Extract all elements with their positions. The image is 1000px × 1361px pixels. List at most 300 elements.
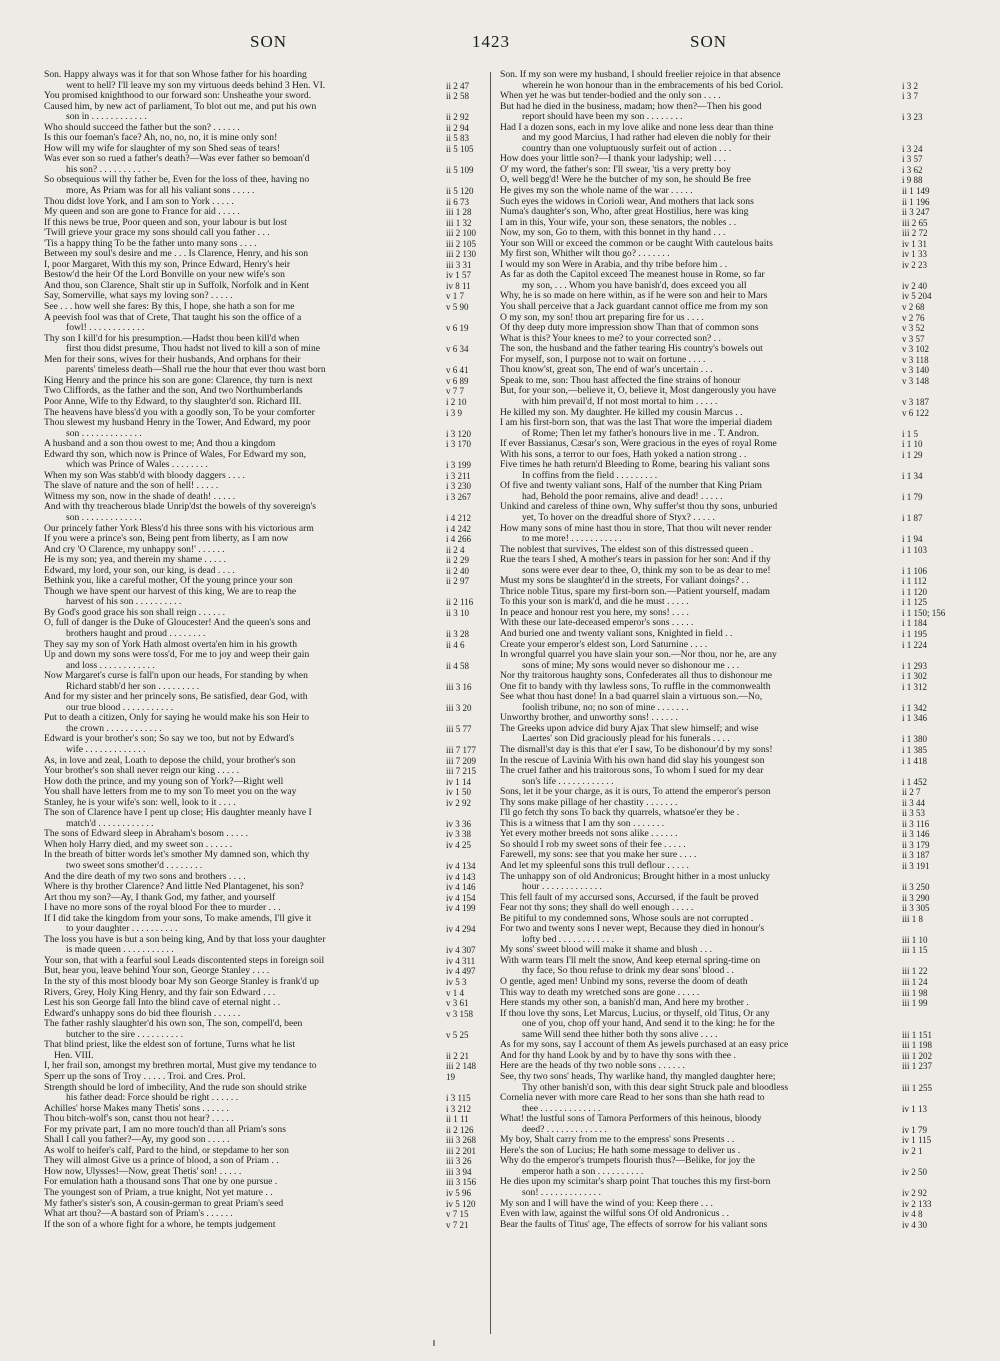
concordance-line xyxy=(500,218,952,229)
act-scene-line-reference xyxy=(899,502,952,513)
quotation-text: In wrongful quarrel you have slain your son.—Nor thou, nor he, are any xyxy=(500,650,777,661)
concordance-line xyxy=(44,439,496,450)
concordance-line xyxy=(44,1104,496,1115)
quotation-text: emperor hath a son . . . . . . . . . . xyxy=(522,1166,644,1177)
act-scene-line-reference: ii 3 28 xyxy=(446,628,470,639)
concordance-line xyxy=(44,239,496,250)
quotation-text: Bestow'd the heir Of the Lord Bonville on your new wife's son xyxy=(44,270,285,281)
concordance-line xyxy=(500,481,952,492)
quotation-text: his son? . . . . . . . . . . . xyxy=(66,164,150,175)
quotation-text: Put to death a citizen, Only for saying he would make his son Heir to xyxy=(44,713,310,724)
act-scene-line-reference: iv 1 50 xyxy=(446,787,472,798)
quotation-text: See . . . how well she fares: By this, I hope, she hath a son for me xyxy=(44,302,295,313)
quotation-text: O gentle, aged men! Unbind my sons, reverse the doom of death xyxy=(500,977,748,988)
quotation-text: I am in this, Your wife, your son, these senators, the nobles . . xyxy=(500,217,737,228)
concordance-line xyxy=(44,819,496,830)
quotation-text: Where is thy brother Clarence? And little Ned Plantagenet, his son? xyxy=(44,882,304,893)
quotation-text: Up and down my sons were toss'd, For me to joy and weep their gain xyxy=(44,650,310,661)
quotation-text: Thou slewest my husband Henry in the Tower, And Edward, my poor xyxy=(44,418,311,429)
quotation-text: of Rome; Then let my father's honours live in me . T. Andron. xyxy=(522,428,760,439)
header-left-word: SON xyxy=(250,32,288,51)
quotation-text: Sperr up the sons of Troy . . . . . Troi. and Cres. Prol. xyxy=(44,1071,246,1082)
act-scene-line-reference: ii 5 105 xyxy=(446,143,474,154)
quotation-text: Your son, that with a fearful soul Leads discontented steps in foreign soil xyxy=(44,955,325,966)
concordance-line xyxy=(500,397,952,408)
concordance-line xyxy=(500,239,952,250)
quotation-text: Now Margaret's curse is fall'n upon our heads, For standing by when xyxy=(44,671,308,682)
quotation-text: Of thy deep duty more impression show Than that of common sons xyxy=(500,323,759,334)
concordance-line xyxy=(500,70,952,81)
concordance-line xyxy=(500,988,952,999)
act-scene-line-reference: v 7 21 xyxy=(446,1219,469,1230)
quotation-text: For myself, son, I purpose not to wait on fortune . . . . xyxy=(500,354,706,365)
concordance-line xyxy=(44,460,496,471)
quotation-text: My son and I will have the wind of you: Keep there . . . xyxy=(500,1198,713,1209)
act-scene-line-reference: iii 2 201 xyxy=(446,1145,477,1156)
act-scene-line-reference: iii 1 99 xyxy=(902,998,928,1009)
act-scene-line-reference: i 4 242 xyxy=(446,523,472,534)
concordance-line xyxy=(500,734,952,745)
quotation-text: Speak to me, son: Thou hast affected the fine strains of honour xyxy=(500,375,741,386)
act-scene-line-reference xyxy=(443,692,496,703)
act-scene-line-reference: v 5 25 xyxy=(446,1029,469,1040)
quotation-text: Thou didst love York, and I am son to York . . . . . xyxy=(44,196,234,207)
act-scene-line-reference: iv 4 30 xyxy=(902,1219,928,1230)
quotation-text: son! . . . . . . . . . . . . . xyxy=(522,1187,601,1198)
quotation-text: Was ever son so rued a father's death?—Was ever father so bemoan'd xyxy=(44,154,310,165)
quotation-text: How many sons of mine hast thou in store, That thou wilt never render xyxy=(500,523,772,534)
quotation-text: How does your little son?—I thank your ladyship; well . . . xyxy=(500,154,726,165)
act-scene-line-reference: ii 3 146 xyxy=(902,829,930,840)
quotation-text: Edward thy son, which now is Prince of Wales, For Edward my son, xyxy=(44,449,307,460)
concordance-line xyxy=(500,587,952,598)
act-scene-line-reference: iii 2 130 xyxy=(446,249,477,260)
concordance-line xyxy=(44,840,496,851)
concordance-line xyxy=(44,882,496,893)
concordance-line xyxy=(44,154,496,165)
act-scene-line-reference xyxy=(899,692,952,703)
concordance-line xyxy=(44,1135,496,1146)
quotation-text: Witness my son, now in the shade of death! . . . . . xyxy=(44,491,236,502)
quotation-text: A peevish fool was that of Crete, That taught his son the office of a xyxy=(44,312,302,323)
act-scene-line-reference: ii 2 126 xyxy=(446,1124,474,1135)
act-scene-line-reference: i 1 312 xyxy=(902,681,928,692)
quotation-text: Achilles' horse Makes many Thetis' sons . . . . . . xyxy=(44,1103,229,1114)
concordance-line xyxy=(500,935,952,946)
concordance-line xyxy=(44,777,496,788)
act-scene-line-reference: i 1 150; 156 xyxy=(902,607,946,618)
quotation-text: country than one voluptuously surfeit out of action . . . xyxy=(522,143,732,154)
act-scene-line-reference: v 1 7 xyxy=(446,291,464,302)
quotation-text: Son. If my son were my husband, I should freelier rejoice in that absence xyxy=(500,70,781,80)
quotation-text: Though we have spent our harvest of this king, We are to reap the xyxy=(44,586,297,597)
concordance-line xyxy=(44,175,496,186)
concordance-line xyxy=(500,186,952,197)
quotation-text: Unworthy brother, and unworthy sons! . . . . . . xyxy=(500,713,678,724)
quotation-text: Strength should be lord of imbecility, And the rude son should strike xyxy=(44,1082,307,1093)
act-scene-line-reference: i 3 212 xyxy=(446,1103,472,1114)
act-scene-line-reference: iv 1 33 xyxy=(902,249,928,260)
quotation-text: You shall have letters from me to my son To meet you on the way xyxy=(44,787,297,798)
quotation-text: They say my son of York Hath almost overta'en him in his growth xyxy=(44,639,298,650)
quotation-text: And cry 'O Clarence, my unhappy son!' . . . . . . xyxy=(44,544,225,555)
concordance-line xyxy=(500,1156,952,1167)
quotation-text: Edward is your brother's son; So say we too, but not by Edward's xyxy=(44,734,294,745)
quotation-text: two sweet sons smother'd . . . . . . . . xyxy=(66,861,203,872)
act-scene-line-reference: i 1 125 xyxy=(902,597,928,608)
act-scene-line-reference: ii 2 7 xyxy=(902,787,921,798)
quotation-text: Rivers, Grey, Holy King Henry, and thy fair son Edward . . . xyxy=(44,987,276,998)
print-mark xyxy=(433,1340,435,1346)
concordance-line xyxy=(44,429,496,440)
act-scene-line-reference: ii 4 6 xyxy=(446,639,465,650)
act-scene-line-reference: v 3 187 xyxy=(902,396,929,407)
act-scene-line-reference: iv 2 23 xyxy=(902,259,928,270)
quotation-text: O' my word, the father's son: I'll swear, 'tis a very pretty boy xyxy=(500,164,731,175)
quotation-text: Men for their sons, wives for their husbands, And orphans for their xyxy=(44,354,301,365)
quotation-text: Why, he is so made on here within, as if he were son and heir to Mars xyxy=(500,291,768,302)
act-scene-line-reference: i 1 184 xyxy=(902,618,928,629)
quotation-text: Here stands my other son, a banish'd man, And here my brother . xyxy=(500,998,749,1009)
quotation-text: our true blood . . . . . . . . . . . xyxy=(66,702,174,713)
concordance-line xyxy=(44,91,496,102)
quotation-text: If the son of a whore fight for a whore, he tempts judgement xyxy=(44,1219,276,1230)
act-scene-line-reference: ii 3 290 xyxy=(902,892,930,903)
concordance-line xyxy=(500,291,952,302)
concordance-line xyxy=(44,123,496,134)
quotation-text: 'Twill grieve your grace my sons should call you father . . . xyxy=(44,228,270,239)
concordance-line xyxy=(44,344,496,355)
act-scene-line-reference: iii 1 32 xyxy=(446,217,472,228)
act-scene-line-reference: i 1 112 xyxy=(902,576,927,587)
concordance-line xyxy=(44,692,496,703)
quotation-text: The father rashly slaughter'd his own son, The son, compell'd, been xyxy=(44,1019,303,1030)
concordance-line xyxy=(500,81,952,92)
act-scene-line-reference: v 3 148 xyxy=(902,375,929,386)
act-scene-line-reference: i 1 103 xyxy=(902,544,928,555)
quotation-text: If ever Bassianus, Cæsar's son, Were gracious in the eyes of royal Rome xyxy=(500,439,777,450)
act-scene-line-reference: i 1 380 xyxy=(902,734,928,745)
act-scene-line-reference: iv 4 8 xyxy=(902,1209,923,1220)
concordance-line xyxy=(500,429,952,440)
concordance-line xyxy=(500,1146,952,1157)
concordance-line xyxy=(500,640,952,651)
concordance-line xyxy=(500,133,952,144)
act-scene-line-reference: iv 8 11 xyxy=(446,280,471,291)
quotation-text: Shall I call you father?—Ay, my good son . . . . . xyxy=(44,1135,230,1146)
quotation-text: The son of Clarence have I pent up close; His daughter meanly have I xyxy=(44,808,312,819)
quotation-text: Rue the tears I shed, A mother's tears in passion for her son: And if thy xyxy=(500,555,771,566)
act-scene-line-reference: iv 5 96 xyxy=(446,1187,472,1198)
act-scene-line-reference: i 3 9 xyxy=(446,407,463,418)
quotation-text: Bethink you, like a careful mother, Of the young prince your son xyxy=(44,576,293,587)
concordance-line xyxy=(44,872,496,883)
concordance-line xyxy=(500,502,952,513)
quotation-text: Lest his son George fall Into the blind cave of eternal night . . xyxy=(44,998,281,1009)
quotation-text: I, her frail son, amongst my brethren mortal, Must give my tendance to xyxy=(44,1061,317,1072)
quotation-text: So obsequious will thy father be, Even for the loss of thee, having no xyxy=(44,175,310,186)
quotation-text: This is a witness that I am thy son . . . . . . . xyxy=(500,818,665,829)
act-scene-line-reference xyxy=(443,70,496,81)
quotation-text: With warm tears I'll melt the snow, And keep eternal spring-time on xyxy=(500,955,761,966)
concordance-line xyxy=(500,998,952,1009)
quotation-text: O, well begg'd! Were he the butcher of my son, he should Be free xyxy=(500,175,751,186)
concordance-line xyxy=(500,439,952,450)
quotation-text: In peace and honour rest you here, my sons! . . . . xyxy=(500,607,689,618)
concordance-line xyxy=(44,1051,496,1062)
quotation-text: Yet every mother breeds not sons alike . . . . . . xyxy=(500,829,678,840)
concordance-line xyxy=(500,808,952,819)
quotation-text: Had I a dozen sons, each in my love alike and none less dear than thine xyxy=(500,122,774,133)
act-scene-line-reference: iv 2 1 xyxy=(902,1145,923,1156)
act-scene-line-reference: iii 3 16 xyxy=(446,681,472,692)
quotation-text: my son, . . . Whom you have banish'd, does exceed you all xyxy=(522,280,747,291)
act-scene-line-reference: v 3 57 xyxy=(902,333,925,344)
quotation-text: to your daughter . . . . . . . . . . xyxy=(66,924,178,935)
concordance-line xyxy=(44,618,496,629)
act-scene-line-reference: i 1 418 xyxy=(902,755,928,766)
act-scene-line-reference: ii 3 305 xyxy=(902,903,930,914)
concordance-line xyxy=(44,355,496,366)
act-scene-line-reference: v 3 158 xyxy=(446,1008,473,1019)
quotation-text: deed? . . . . . . . . . . . . . xyxy=(522,1124,607,1135)
quotation-text: My boy, Shalt carry from me to the empress' sons Presents . . xyxy=(500,1135,735,1146)
act-scene-line-reference: iii 1 237 xyxy=(902,1061,933,1072)
concordance-line xyxy=(500,798,952,809)
quotation-text: Thou bitch-wolf's son, canst thou not hear? . . . . . xyxy=(44,1114,234,1125)
act-scene-line-reference: ii 5 120 xyxy=(446,186,474,197)
concordance-line xyxy=(500,861,952,872)
quotation-text: The youngest son of Priam, a true knight, Not yet mature . . xyxy=(44,1187,273,1198)
quotation-text: When holy Harry died, and my sweet son . . . . . . xyxy=(44,839,233,850)
act-scene-line-reference: i 1 452 xyxy=(902,776,928,787)
quotation-text: As far as doth the Capitol exceed The meanest house in Rome, so far xyxy=(500,270,765,281)
act-scene-line-reference xyxy=(443,935,496,946)
quotation-text: With his sons, a terror to our foes, Hath yoked a nation strong . . xyxy=(500,449,747,460)
quotation-text: Here are the heads of thy two noble sons . . . . . . xyxy=(500,1061,685,1072)
quotation-text: Be pitiful to my condemned sons, Whose souls are not corrupted . xyxy=(500,913,754,924)
act-scene-line-reference: i 2 10 xyxy=(446,396,467,407)
act-scene-line-reference: iv 4 146 xyxy=(446,882,476,893)
act-scene-line-reference: v 1 4 xyxy=(446,987,464,998)
quotation-text: He is my son; yea, and therein my shame . . . . . xyxy=(44,555,226,566)
act-scene-line-reference: v 3 140 xyxy=(902,365,929,376)
header-right-word: SON xyxy=(690,32,728,51)
concordance-line xyxy=(44,650,496,661)
concordance-line xyxy=(44,102,496,113)
act-scene-line-reference: iii 1 198 xyxy=(902,1040,933,1051)
concordance-line xyxy=(500,555,952,566)
concordance-line xyxy=(44,893,496,904)
concordance-line xyxy=(44,302,496,313)
act-scene-line-reference: i 1 34 xyxy=(902,470,923,481)
quotation-text: Five times he hath return'd Bleeding to Rome, bearing his valiant sons xyxy=(500,460,770,471)
quotation-text: Thy other banish'd son, with this dear sight Struck pale and bloodless xyxy=(522,1082,789,1093)
act-scene-line-reference: ii 5 83 xyxy=(446,133,470,144)
quotation-text: How doth the prince, and my young son of York?—Right well xyxy=(44,776,284,787)
quotation-text: harvest of his son . . . . . . . . . . xyxy=(66,597,182,608)
concordance-line xyxy=(500,545,952,556)
act-scene-line-reference: iv 1 13 xyxy=(902,1103,928,1114)
concordance-line xyxy=(500,1220,952,1231)
quotation-text: Laertes' son Did graciously plead for his funerals . . . . xyxy=(522,734,730,745)
quotation-text: If thou love thy sons, Let Marcus, Lucius, or thyself, old Titus, Or any xyxy=(500,1008,770,1019)
act-scene-line-reference xyxy=(899,123,952,134)
act-scene-line-reference: iii 7 209 xyxy=(446,755,477,766)
act-scene-line-reference: iii 3 20 xyxy=(446,702,472,713)
act-scene-line-reference: ii 3 53 xyxy=(902,808,926,819)
quotation-text: Bear the faults of Titus' age, The effects of sorrow for his valiant sons xyxy=(500,1219,768,1230)
act-scene-line-reference: iv 2 133 xyxy=(902,1198,932,1209)
act-scene-line-reference: iv 4 143 xyxy=(446,871,476,882)
act-scene-line-reference: iii 1 24 xyxy=(902,977,928,988)
concordance-line xyxy=(500,154,952,165)
concordance-line xyxy=(44,935,496,946)
act-scene-line-reference xyxy=(443,450,496,461)
quotation-text: Two Cliffords, as the father and the son, And two Northumberlands xyxy=(44,386,303,397)
concordance-line xyxy=(500,787,952,798)
quotation-text: The son, the husband and the father tearing His country's bowels out xyxy=(500,344,763,355)
concordance-line xyxy=(500,281,952,292)
quotation-text: My sons' sweet blood will make it shame and blush . . . xyxy=(500,945,712,956)
concordance-line xyxy=(44,281,496,292)
concordance-line xyxy=(500,1009,952,1020)
quotation-text: In the rescue of Lavinia With his own hand did slay his youngest son xyxy=(500,755,765,766)
quotation-text: He dies upon my scimitar's sharp point That touches this my first-born xyxy=(500,1177,771,1188)
act-scene-line-reference: i 4 212 xyxy=(446,512,472,523)
concordance-line xyxy=(500,334,952,345)
quotation-text: As, in love and zeal, Loath to depose the child, your brother's son xyxy=(44,755,296,766)
act-scene-line-reference: i 1 5 xyxy=(902,428,919,439)
quotation-text: Say, Somerville, what says my loving son? . . . . . xyxy=(44,291,233,302)
quotation-text: Must my sons be slaughter'd in the streets, For valiant doings? . . xyxy=(500,576,749,587)
quotation-text: The slave of nature and the son of hell! . . . . . xyxy=(44,481,219,492)
quotation-text: He gives my son the whole name of the war . . . . . xyxy=(500,186,693,197)
concordance-line xyxy=(44,629,496,640)
act-scene-line-reference xyxy=(899,524,952,535)
act-scene-line-reference xyxy=(443,587,496,598)
quotation-text: Thy sons make pillage of her chastity . . . . . . . xyxy=(500,797,678,808)
quotation-text: same Will send thee hither both thy sons alive . . . . xyxy=(522,1029,718,1040)
concordance-line xyxy=(44,724,496,735)
concordance-line xyxy=(500,819,952,830)
concordance-line xyxy=(44,756,496,767)
act-scene-line-reference xyxy=(899,766,952,777)
quotation-text: wife . . . . . . . . . . . . . xyxy=(66,745,146,755)
concordance-line xyxy=(44,798,496,809)
act-scene-line-reference: v 2 76 xyxy=(902,312,925,323)
act-scene-line-reference: ii 3 10 xyxy=(446,607,470,618)
act-scene-line-reference: iii 1 98 xyxy=(902,987,928,998)
concordance-line xyxy=(500,882,952,893)
concordance-line xyxy=(44,524,496,535)
quotation-text: Son. Happy always was it for that son Whose father for his hoarding xyxy=(44,70,307,80)
concordance-line xyxy=(500,207,952,218)
concordance-line xyxy=(44,1019,496,1030)
act-scene-line-reference: v 3 61 xyxy=(446,998,469,1009)
concordance-line xyxy=(44,81,496,92)
concordance-line xyxy=(44,1209,496,1220)
quotation-text: Even with law, against the wilful sons Of old Andronicus . . xyxy=(500,1209,730,1220)
act-scene-line-reference: ii 3 247 xyxy=(902,207,930,218)
concordance-line xyxy=(44,924,496,935)
act-scene-line-reference: v 3 52 xyxy=(902,323,925,334)
quotation-text: went to hell? I'll leave my son my virtuous deeds behind 3 Hen. VI. xyxy=(66,80,326,91)
quotation-text: and my good Marcius, I had rather had eleven die nobly for their xyxy=(522,133,771,144)
act-scene-line-reference: iv 5 3 xyxy=(446,977,467,988)
quotation-text: My first son, Whither wilt thou go? . . . . . . . xyxy=(500,249,670,260)
act-scene-line-reference: v 6 122 xyxy=(902,407,929,418)
concordance-line xyxy=(44,376,496,387)
concordance-line xyxy=(44,956,496,967)
concordance-line xyxy=(44,207,496,218)
act-scene-line-reference: i 1 79 xyxy=(902,491,923,502)
act-scene-line-reference xyxy=(443,102,496,113)
concordance-line xyxy=(500,1051,952,1062)
quotation-text: So should I rob my sweet sons of their fee . . . . . xyxy=(500,839,686,850)
act-scene-line-reference xyxy=(899,1072,952,1083)
concordance-line xyxy=(44,713,496,724)
act-scene-line-reference xyxy=(443,175,496,186)
act-scene-line-reference xyxy=(899,418,952,429)
act-scene-line-reference: i 3 57 xyxy=(902,154,923,165)
concordance-line xyxy=(44,1083,496,1094)
concordance-line xyxy=(44,1030,496,1041)
act-scene-line-reference: ii 2 94 xyxy=(446,122,470,133)
quotation-text: his father dead: Force should be right . . . . . . xyxy=(66,1093,239,1104)
quotation-text: As wolf to heifer's calf, Pard to the hind, or stepdame to her son xyxy=(44,1145,289,1156)
act-scene-line-reference xyxy=(443,502,496,513)
quotation-text: For two and twenty sons I never wept, Because they died in honour's xyxy=(500,924,765,935)
act-scene-line-reference xyxy=(443,671,496,682)
concordance-line xyxy=(44,998,496,1009)
act-scene-line-reference: i 3 211 xyxy=(446,470,471,481)
act-scene-line-reference xyxy=(899,1009,952,1020)
quotation-text: fowl! . . . . . . . . . . . . xyxy=(66,323,145,334)
concordance-line xyxy=(500,682,952,693)
act-scene-line-reference: ii 2 92 xyxy=(446,112,470,123)
quotation-text: If this news be true, Poor queen and son, your labour is but lost xyxy=(44,217,287,228)
concordance-line xyxy=(44,661,496,672)
concordance-line xyxy=(44,745,496,756)
concordance-line xyxy=(500,1061,952,1072)
act-scene-line-reference: i 1 94 xyxy=(902,534,923,545)
concordance-line xyxy=(500,956,952,967)
concordance-line xyxy=(44,144,496,155)
quotation-text: I, poor Margaret, With this my son, Prince Edward, Henry's heir xyxy=(44,259,291,270)
act-scene-line-reference: i 1 385 xyxy=(902,745,928,755)
act-scene-line-reference: i 1 120 xyxy=(902,586,928,597)
concordance-line xyxy=(500,629,952,640)
concordance-line xyxy=(500,1188,952,1199)
concordance-line xyxy=(500,460,952,471)
concordance-line xyxy=(500,1030,952,1041)
quotation-text: Now, my son, Go to them, with this bonnet in thy hand . . . xyxy=(500,228,726,239)
concordance-line xyxy=(500,260,952,271)
act-scene-line-reference: iii 2 148 xyxy=(446,1061,477,1072)
concordance-line xyxy=(500,534,952,545)
concordance-line xyxy=(500,1083,952,1094)
concordance-line xyxy=(500,766,952,777)
concordance-line xyxy=(500,703,952,714)
concordance-line xyxy=(44,1009,496,1020)
act-scene-line-reference: i 3 199 xyxy=(446,460,472,471)
quotation-text: I would my son Were in Arabia, and thy tribe before him . . xyxy=(500,259,728,270)
act-scene-line-reference xyxy=(899,924,952,935)
act-scene-line-reference: 19 xyxy=(446,1071,455,1082)
act-scene-line-reference xyxy=(899,481,952,492)
concordance-line xyxy=(44,70,496,81)
